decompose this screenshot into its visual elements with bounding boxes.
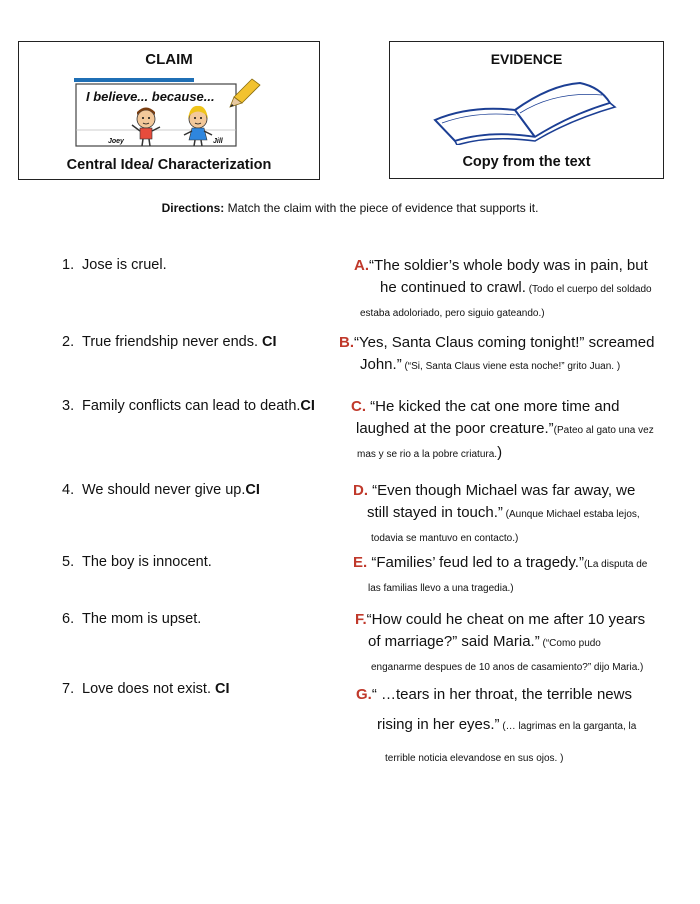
evidence-translation: (Todo el cuerpo del soldado bbox=[525, 284, 652, 295]
evidence-translation: (Pateo al gato una vez bbox=[553, 425, 654, 436]
evidence-item-d bbox=[353, 480, 640, 550]
claim-number: 5. bbox=[62, 554, 75, 570]
claim-item bbox=[62, 611, 201, 627]
claim-text: Love does not exist. bbox=[82, 681, 215, 697]
claim-text: True friendship never ends. bbox=[82, 334, 263, 350]
boy-name: Joey bbox=[108, 138, 124, 145]
evidence-quote: “Families’ feud led to a tragedy.” bbox=[367, 554, 584, 571]
claim-number: 2. bbox=[62, 334, 75, 350]
evidence-letter: E. bbox=[353, 554, 368, 571]
evidence-translation: estaba adoloriado, pero siguio gateando.) bbox=[360, 308, 545, 319]
evidence-letter: B. bbox=[339, 334, 354, 351]
evidence-translation: (“Como pudo bbox=[539, 638, 601, 649]
directions-label: Directions: bbox=[161, 201, 225, 215]
evidence-closing: ) bbox=[497, 444, 503, 461]
evidence-item-c bbox=[351, 396, 654, 466]
evidence-subtitle: Copy from the text bbox=[462, 154, 591, 170]
evidence-quote: “Even though Michael was far away, we bbox=[368, 482, 636, 499]
claim-illustration bbox=[74, 75, 266, 150]
open-book-icon bbox=[430, 75, 620, 145]
evidence-quote: he continued to crawl. bbox=[380, 279, 526, 296]
evidence-item-b bbox=[339, 332, 654, 378]
evidence-quote: still stayed in touch.” bbox=[367, 504, 503, 521]
claim-item bbox=[62, 554, 212, 570]
evidence-letter: G. bbox=[356, 686, 372, 703]
evidence-translation: terrible noticia elevandose en sus ojos. ) bbox=[385, 753, 564, 764]
claim-item bbox=[62, 334, 277, 350]
speech-text: I believe... because... bbox=[86, 89, 215, 104]
evidence-quote: “He kicked the cat one more time and bbox=[366, 398, 620, 415]
evidence-quote: “The soldier’s whole body was in pain, but bbox=[369, 257, 648, 274]
evidence-item-a bbox=[354, 255, 652, 325]
claim-number: 7. bbox=[62, 681, 75, 697]
claim-tag: CI bbox=[262, 334, 277, 350]
evidence-letter: A. bbox=[354, 257, 369, 274]
directions-text: Match the claim with the piece of evidence that supports it. bbox=[224, 201, 539, 215]
claim-item bbox=[62, 257, 167, 273]
claim-number: 4. bbox=[62, 482, 75, 498]
evidence-quote: of marriage?” said Maria.” bbox=[368, 633, 540, 650]
evidence-translation: (… lagrimas en la garganta, la bbox=[499, 721, 637, 732]
evidence-box bbox=[389, 41, 664, 179]
evidence-item-e bbox=[353, 552, 647, 600]
claim-text: Jose is cruel. bbox=[82, 257, 167, 273]
claim-tag: CI bbox=[300, 398, 315, 414]
evidence-translation: (Aunque Michael estaba lejos, bbox=[502, 509, 640, 520]
evidence-item-g bbox=[356, 680, 636, 774]
claim-box bbox=[18, 41, 320, 180]
banner-stripe bbox=[74, 78, 194, 82]
directions bbox=[0, 201, 700, 215]
claim-text: We should never give up. bbox=[82, 482, 246, 498]
evidence-quote: laughed at the poor creature.” bbox=[356, 420, 554, 437]
evidence-translation: enganarme despues de 10 anos de casamiento?” dijo Maria.) bbox=[371, 662, 644, 673]
evidence-translation: (La disputa de bbox=[583, 559, 648, 570]
claim-text: Family conflicts can lead to death. bbox=[82, 398, 301, 414]
evidence-letter: D. bbox=[353, 482, 368, 499]
evidence-translation: (“Si, Santa Claus viene esta noche!” grito Juan. ) bbox=[401, 361, 621, 372]
evidence-quote: “Yes, Santa Claus coming tonight!” screamed bbox=[354, 334, 655, 351]
claim-subtitle: Central Idea/ Characterization bbox=[66, 157, 272, 173]
claim-item bbox=[62, 681, 230, 697]
claim-tag: CI bbox=[215, 681, 230, 697]
evidence-translation: todavia se mantuvo en contacto.) bbox=[371, 533, 519, 544]
evidence-translation: las familias llevo a una tragedia.) bbox=[368, 583, 514, 594]
evidence-quote: John.” bbox=[360, 356, 402, 373]
claim-number: 1. bbox=[62, 257, 75, 273]
claim-text: The mom is upset. bbox=[82, 611, 202, 627]
evidence-quote: “How could he cheat on me after 10 years bbox=[366, 611, 646, 628]
girl-name: Jill bbox=[213, 138, 223, 145]
claim-item bbox=[62, 482, 260, 498]
evidence-translation: mas y se rio a la pobre criatura. bbox=[357, 449, 498, 460]
evidence-quote: rising in her eyes.” bbox=[377, 716, 500, 733]
claim-tag: CI bbox=[245, 482, 260, 498]
evidence-quote: “ …tears in her throat, the terrible news bbox=[371, 686, 632, 703]
claim-number: 3. bbox=[62, 398, 75, 414]
claim-title: CLAIM bbox=[145, 51, 193, 68]
evidence-title: EVIDENCE bbox=[490, 51, 563, 67]
claim-number: 6. bbox=[62, 611, 75, 627]
claim-text: The boy is innocent. bbox=[82, 554, 212, 570]
evidence-letter: C. bbox=[351, 398, 366, 415]
claim-item bbox=[62, 398, 315, 414]
evidence-letter: F. bbox=[355, 611, 367, 628]
evidence-item-f bbox=[355, 609, 645, 679]
